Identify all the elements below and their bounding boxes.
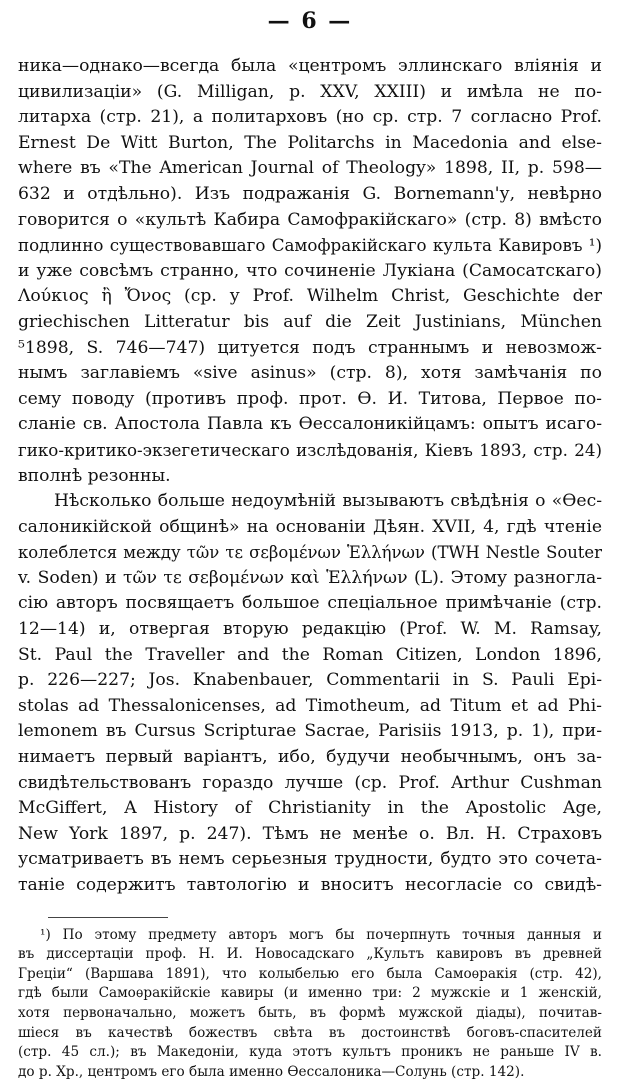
- text-line: New York 1897, p. 247). Тѣмъ не менѣе о. Вл. Н. Страховъ: [18, 823, 602, 844]
- text-line: p. 226—227; Jos. Knabenbauer, Commentarii in S. Pauli Epi-: [18, 670, 602, 691]
- text-line: гико-критико-экзегетическаго изслѣдованія, Кіевъ 1893, стр. 24): [18, 439, 602, 460]
- page-number: — 6 —: [267, 8, 353, 34]
- text-line: stolas ad Thessalonicenses, ad Timotheum, ad Titum et ad Phi-: [18, 695, 602, 716]
- text-line: Λούκιος ἢ Ὄνος (ср. у Prof. Wilhelm Christ, Geschichte der: [18, 286, 602, 307]
- footnote: [18, 926, 602, 1082]
- footnote-line: шіеся въ качествѣ божествъ свѣта въ достоинствѣ боговъ-спасителей: [18, 1024, 602, 1041]
- text-line: и уже совсѣмъ странно, что сочиненіе Лукіана (Самосатскаго): [18, 260, 602, 281]
- text-line: McGiffert, A History of Christianity in the Apostolic Age,: [18, 798, 602, 819]
- text-line: 632 и отдѣльно). Изъ подражанія G. Bornemann'у, невѣрно: [18, 183, 602, 204]
- text-line: Ernest De Witt Burton, The Politarchs in Macedonia and else-: [18, 132, 602, 153]
- text-line: v. Soden) и τῶν τε σεβομένων καὶ Ἑλλήνων (L). Этому разногла-: [18, 567, 602, 588]
- text-line: подлинно существовавшаго Самофракійскаго культа Кавировъ ¹): [18, 235, 602, 256]
- text-line: нымъ заглавіемъ «sive asinus» (стр. 8), хотя замѣчанія по: [18, 363, 602, 384]
- text-line: griechischen Litteratur bis auf die Zeit Justinians, München: [18, 311, 602, 332]
- text-line: колеблется между τῶν τε σεβομένων Ἑλλήνων (TWH Nestle Souter: [18, 543, 602, 563]
- text-line: вполнѣ резонны.: [18, 465, 171, 486]
- text-line: сію авторъ посвящаетъ большое спеціальное примѣчаніе (стр.: [18, 593, 602, 614]
- text-line: цивилизаціи» (G. Milligan, p. XXV, XXIII) и имѣла не по-: [18, 81, 602, 102]
- text-line: нимаетъ первый варіантъ, ибо, будучи необычнымъ, онъ за-: [18, 747, 602, 768]
- footnote-line: Греціи“ (Варшава 1891), что колыбелью его была Самоѳракія (стр. 42),: [18, 965, 602, 982]
- text-line: St. Paul the Traveller and the Roman Citizen, London 1896,: [18, 644, 602, 665]
- text-line: where въ «The American Journal of Theology» 1898, II, p. 598—: [18, 158, 602, 179]
- footnote-line: хотя первоначально, можетъ быть, въ формѣ мужской діады), почитав-: [18, 1004, 602, 1021]
- text-line: сланіе св. Апостола Павла къ Ѳессалоникійцамъ: опытъ исаго-: [18, 414, 602, 435]
- text-line: таніе содержитъ тавтологію и вноситъ несогласіе со свидѣ-: [18, 875, 602, 895]
- footnote-line: до р. Хр., центромъ его была именно Ѳессалоника—Солунь (стр. 142).: [18, 1063, 525, 1080]
- text-line: свидѣтельствованъ гораздо лучше (ср. Prof. Arthur Cushman: [18, 772, 602, 793]
- main-text: [18, 54, 602, 899]
- text-line: сему поводу (противъ проф. прот. Ѳ. И. Титова, Первое по-: [18, 388, 602, 409]
- text-line: говорится о «культѣ Кабира Самофракійскаго» (стр. 8) вмѣсто: [18, 209, 602, 230]
- text-line: Нѣсколько больше недоумѣній вызываютъ свѣдѣнія о «Ѳес-: [54, 491, 602, 512]
- footnote-line: гдѣ были Самоѳракійскіе кавиры (и именно три: 2 мужскіе и 1 женскій,: [18, 985, 602, 1002]
- text-line: литарха (стр. 21), а политарховъ (но ср. стр. 7 согласно Prof.: [18, 107, 602, 128]
- text-line: ника—однако—всегда была «центромъ эллинскаго вліянія и: [18, 56, 602, 76]
- paragraph-2: [18, 489, 602, 899]
- text-line: ⁵1898, S. 746—747) цитуется подъ страннымъ и невозмож-: [18, 337, 602, 358]
- paragraph-1: [18, 54, 602, 489]
- footnote-separator: [48, 917, 168, 918]
- text-line: усматриваетъ въ немъ серьезныя трудности, будто это сочета-: [18, 849, 602, 870]
- footnote-line: ¹) По этому предмету авторъ могъ бы почерпнуть точныя данныя и: [40, 926, 602, 943]
- footnote-line: въ диссертаціи проф. Н. И. Новосадскаго „Культъ кавировъ въ древней: [18, 946, 602, 963]
- text-line: lemonem въ Cursus Scripturae Sacrae, Parisiis 1913, p. 1), при-: [18, 721, 602, 742]
- text-line: салоникійской общинѣ» на основаніи Дѣян. XVII, 4, гдѣ чтеніе: [18, 516, 602, 537]
- footnote-line: (стр. 45 сл.); въ Македоніи, куда этотъ культъ проникъ не раньше IV в.: [18, 1044, 602, 1061]
- text-line: 12—14) и, отвергая вторую редакцію (Prof. W. M. Ramsay,: [18, 619, 602, 640]
